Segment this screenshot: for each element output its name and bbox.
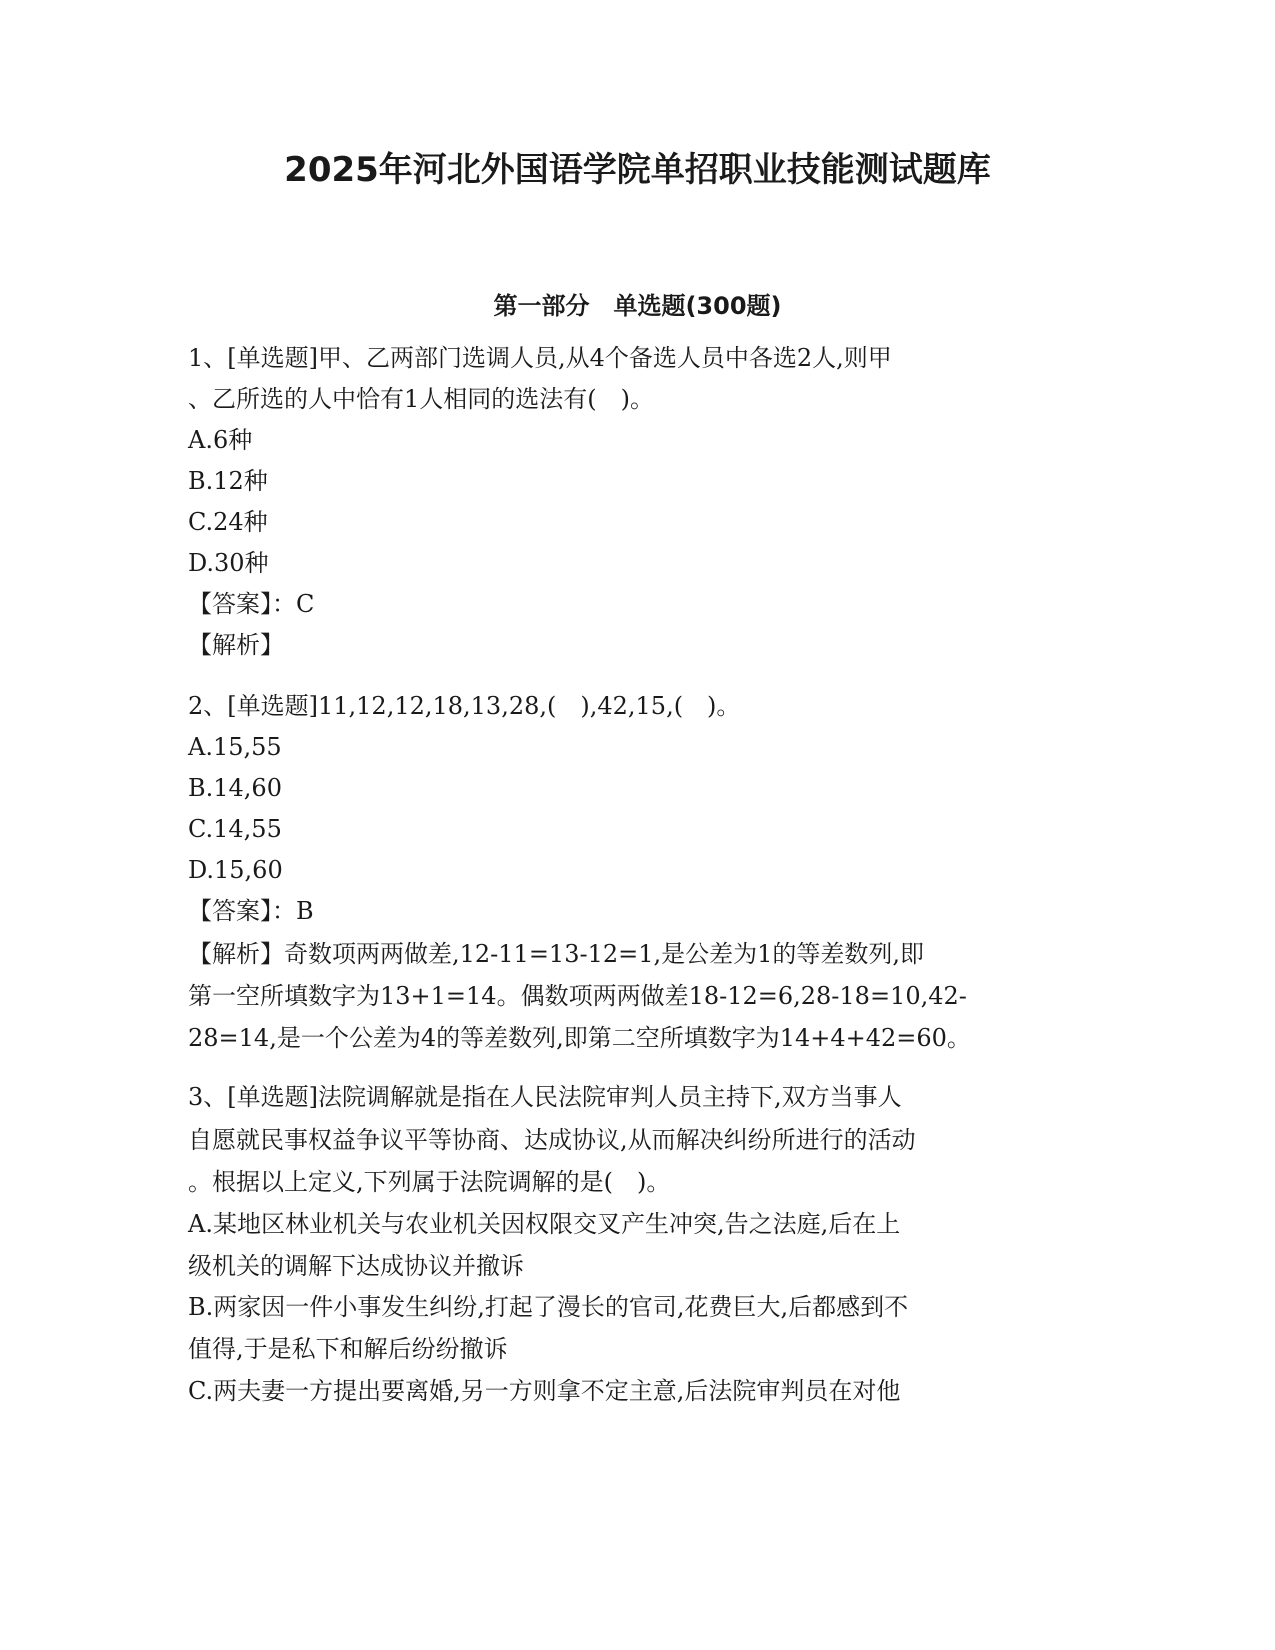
question-2-analysis-line-3: 28=14,是一个公差为4的等差数列,即第二空所填数字为14+4+42=60。: [188, 1024, 971, 1052]
question-1-answer: 【答案】：C: [188, 590, 315, 618]
question-3-option-b-line-2: 值得,于是私下和解后纷纷撤诉: [188, 1335, 508, 1363]
question-2-option-c: C.14,55: [188, 815, 282, 843]
question-1-option-a: A.6种: [188, 426, 253, 454]
question-1-stem-line-1: 1、[单选题]甲、乙两部门选调人员,从4个备选人员中各选2人,则甲: [188, 344, 892, 372]
question-1-option-d: D.30种: [188, 549, 269, 577]
question-3-option-a-line-1: A.某地区林业机关与农业机关因权限交叉产生冲突,告之法庭,后在上: [188, 1210, 901, 1238]
question-2-analysis-line-1: 【解析】奇数项两两做差,12-11=13-12=1,是公差为1的等差数列,即: [188, 940, 925, 968]
question-2-option-b: B.14,60: [188, 774, 282, 802]
question-2-option-d: D.15,60: [188, 856, 283, 884]
question-3-option-b-line-1: B.两家因一件小事发生纠纷,打起了漫长的官司,花费巨大,后都感到不: [188, 1293, 909, 1321]
question-1-option-c: C.24种: [188, 508, 268, 536]
question-3-option-c-line-1: C.两夫妻一方提出要离婚,另一方则拿不定主意,后法院审判员在对他: [188, 1377, 901, 1405]
question-3-stem-line-3: 。根据以上定义,下列属于法院调解的是( )。: [188, 1168, 671, 1196]
question-2-option-a: A.15,55: [188, 733, 282, 761]
question-2-analysis-line-2: 第一空所填数字为13+1=14。偶数项两两做差18-12=6,28-18=10,42-: [188, 982, 967, 1010]
question-1-analysis: 【解析】: [188, 631, 284, 659]
question-1-stem-line-2: 、乙所选的人中恰有1人相同的选法有( )。: [188, 385, 654, 413]
document-title: 2025年河北外国语学院单招职业技能测试题库: [284, 150, 991, 190]
question-2-stem-line-1: 2、[单选题]11,12,12,18,13,28,( ),42,15,( )。: [188, 692, 741, 720]
question-2-answer: 【答案】：B: [188, 897, 314, 925]
question-1-option-b: B.12种: [188, 467, 268, 495]
question-3-stem-line-1: 3、[单选题]法院调解就是指在人民法院审判人员主持下,双方当事人: [188, 1083, 902, 1111]
section-title: 第一部分 单选题(300题): [493, 292, 782, 320]
question-3-option-a-line-2: 级机关的调解下达成协议并撤诉: [188, 1252, 524, 1280]
question-3-stem-line-2: 自愿就民事权益争议平等协商、达成协议,从而解决纠纷所进行的活动: [188, 1126, 916, 1154]
